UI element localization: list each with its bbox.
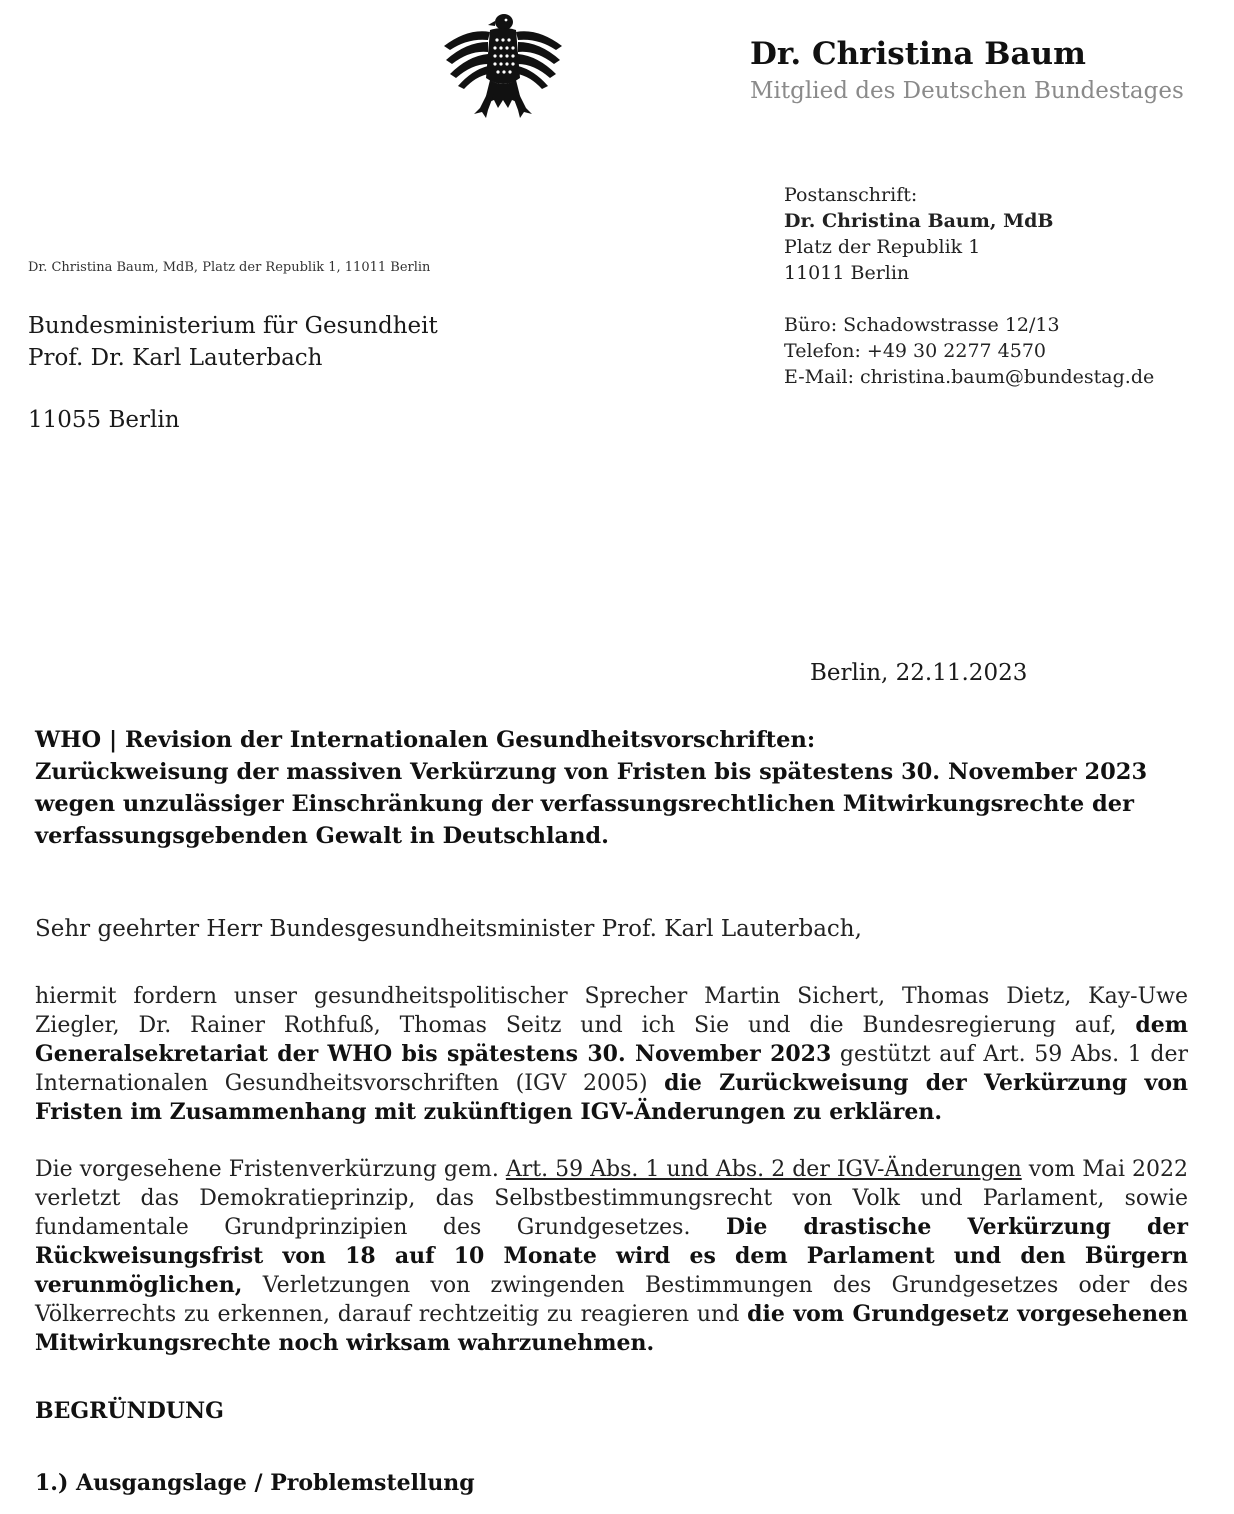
postal-label: Postanschrift: xyxy=(784,184,918,206)
postal-address-block xyxy=(784,182,1053,286)
section-heading: BEGRÜNDUNG xyxy=(35,1398,224,1424)
recipient-city: 11055 Berlin xyxy=(28,407,180,433)
letter-date: Berlin, 22.11.2023 xyxy=(810,660,1028,686)
postal-city: 11011 Berlin xyxy=(784,262,910,284)
body-paragraph-2 xyxy=(35,1155,1188,1358)
paragraph-text: gestützt auf Art. 59 Abs. 1 der Internationalen Gesundheitsvorschriften (IGV 2005) xyxy=(35,1042,1188,1096)
paragraph-text: Verletzungen von zwingenden Bestimmungen des Grundgesetzes oder des Völkerrechts zu erkennen, darauf rechtzeitig zu reagieren und xyxy=(35,1273,1188,1327)
recipient-block xyxy=(28,310,438,436)
paragraph-text: vom Mai 2022 verletzt das Demokratieprinzip, das Selbstbestimmungsrecht von Volk und Parlament, sowie fundamentale Grundprinzipien des Grundgesetzes. xyxy=(35,1157,1189,1240)
body-paragraph-1 xyxy=(35,982,1188,1127)
paragraph-text: hiermit fordern unser gesundheitspolitischer Sprecher Martin Sichert, Thomas Dietz, Kay-Uwe Ziegler, Dr. Rainer Rothfuß, Thomas Seitz und ich Sie und die Bundesregierung auf, xyxy=(35,984,1188,1038)
paragraph-bold-text: Die drastische Verkürzung der Rückweisungsfrist von 18 auf 10 Monate wird es dem Parlament und den Bürgern verunmöglichen, xyxy=(35,1214,1188,1298)
subject-line: Zurückweisung der massiven Verkürzung von Fristen bis spätestens 30. November 2023 xyxy=(35,759,1148,785)
paragraph-underlined-reference: Art. 59 Abs. 1 und Abs. 2 der IGV-Änderungen xyxy=(505,1157,1022,1182)
paragraph-bold-text: dem Generalsekretariat der WHO bis spätestens 30. November 2023 xyxy=(35,1012,1188,1067)
paragraph-text: Die vorgesehene Fristenverkürzung gem. xyxy=(35,1157,506,1182)
paragraph-bold-text: die Zurückweisung der Verkürzung von Fristen im Zusammenhang mit zukünftigen IGV-Änderungen zu erklären. xyxy=(35,1070,1188,1125)
email-address: E-Mail: christina.baum@bundestag.de xyxy=(784,366,1155,388)
subsection-heading: 1.) Ausgangslage / Problemstellung xyxy=(35,1470,475,1496)
postal-name: Dr. Christina Baum, MdB xyxy=(784,210,1054,232)
return-address: Dr. Christina Baum, MdB, Platz der Republik 1, 11011 Berlin xyxy=(28,260,431,275)
phone-number: Telefon: +49 30 2277 4570 xyxy=(784,340,1047,362)
subject-line: verfassungsgebenden Gewalt in Deutschland. xyxy=(35,823,609,849)
postal-street: Platz der Republik 1 xyxy=(784,236,981,258)
letter-subject xyxy=(35,724,1185,852)
subject-line: WHO | Revision der Internationalen Gesundheitsvorschriften: xyxy=(35,727,816,753)
member-name: Dr. Christina Baum xyxy=(750,36,1086,72)
salutation: Sehr geehrter Herr Bundesgesundheitsminister Prof. Karl Lauterbach, xyxy=(35,916,862,942)
member-role: Mitglied des Deutschen Bundestages xyxy=(750,78,1184,104)
recipient-person: Prof. Dr. Karl Lauterbach xyxy=(28,345,323,371)
bundesadler-eagle-icon xyxy=(440,8,566,120)
subject-line: wegen unzulässiger Einschränkung der verfassungsrechtlichen Mitwirkungsrechte der xyxy=(35,791,1134,817)
contact-block xyxy=(784,312,1154,390)
office-address: Büro: Schadowstrasse 12/13 xyxy=(784,314,1060,336)
recipient-ministry: Bundesministerium für Gesundheit xyxy=(28,313,438,339)
paragraph-bold-text: die vom Grundgesetz vorgesehenen Mitwirkungsrechte noch wirksam wahrzunehmen. xyxy=(35,1301,1188,1356)
